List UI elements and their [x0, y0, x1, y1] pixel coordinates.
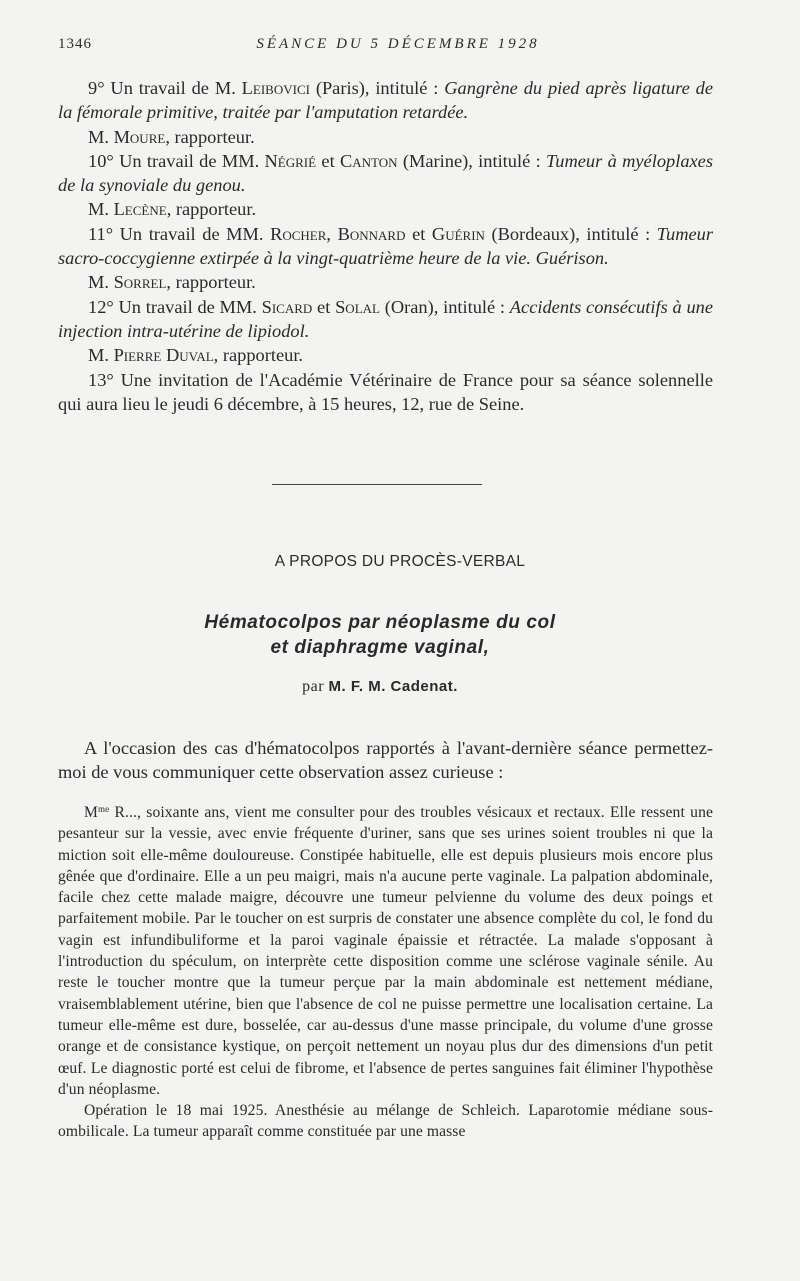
rapporteur-line: M. Sorrel, rapporteur. — [88, 272, 256, 293]
page-header — [58, 36, 738, 58]
rapporteur-line: M. Pierre Duval, rapporteur. — [88, 345, 304, 366]
section-divider — [272, 484, 482, 485]
observation-paragraph: $M^{me}$ R..., soixante ans, vient me consulter pour des troubles vésicaux et rectaux. Elle ressent une pesanteur sur la vessie, avec envie fréquente d'uriner, sans que ses urines soient troubles ni que la miction soit elle-même douloureuse. Constipée habituelle, elle est depuis plusieurs mois encore plus gênée que d'ordinaire. Elle a un peu maigri, mais n'a aucune perte vaginale. La palpation abdominale, facile chez cette malade maigre, découvre une tumeur pelvienne du volume des deux poings et parfaitement mobile. Par le toucher on est surpris de constater une absence complète du col, le fond du vagin est infundibuliforme et la paroi vaginale épaissie et rétractée. La malade s'opposant à l'introduction du spéculum, on interprète cette disposition comme une sclérose vaginale sénile. Au reste le toucher montre que la tumeur perçue par la main abdominale est nettement médiane, vraisemblablement utérine, bien que l'absence de col ne puisse permettre une localisation certaine. La tumeur elle-même est dure, bosselée, car au-dessus d'une masse principale, du volume d'une grosse orange et de consistance kystique, on perçoit nettement un noyau plus dur des dimensions d'un petit œuf. Le diagnostic porté est celui de fibrome, et l'absence de pertes sanguines fait éliminer l'hypothèse d'un néoplasme. — [58, 804, 713, 1098]
list-item: 12° Un travail de MM. Sicard et Solal (Oran), intitulé : Accidents consécutifs à une injection intra-utérine de lipiodol. — [58, 296, 714, 341]
list-item: 13° Une invitation de l'Académie Vétérinaire de France pour sa séance solennelle qui aura lieu le jeudi 6 décembre, à 15 heures, 12, rue de Seine. — [58, 369, 713, 414]
intro-paragraph: A l'occasion des cas d'hématocolpos rapportés à l'avant-dernière séance permettez-moi de vous communiquer cette observation assez curieuse : — [58, 738, 713, 783]
running-title: SÉANCE DU 5 DÉCEMBRE 1928 — [256, 36, 540, 52]
article-title-line: et diaphragme vaginal, — [270, 637, 490, 658]
article-title-line: Hématocolpos par néoplasme du col — [204, 612, 556, 633]
list-item: 9° Un travail de M. Leibovici (Paris), intitulé : Gangrène du pied après ligature de la fémorale primitive, traitée par l'amputation retardée. — [58, 78, 714, 123]
rapporteur-line: M. Moure, rapporteur. — [88, 126, 255, 147]
correspondence-list — [58, 76, 713, 416]
section-heading: A PROPOS DU PROCÈS-VERBAL — [274, 553, 526, 570]
article-author: M. F. M. Cadenat. — [328, 678, 458, 695]
article-intro — [58, 736, 713, 785]
article-title — [0, 610, 760, 660]
list-item: 10° Un travail de MM. Négrié et Canton (Marine), intitulé : Tumeur à myéloplaxes de la synoviale du genou. — [58, 150, 714, 196]
rapporteur-line: M. Lecène, rapporteur. — [88, 199, 257, 220]
page-number: 1346 — [58, 36, 92, 52]
list-item: 11° Un travail de MM. Rocher, Bonnard et Guérin (Bordeaux), intitulé : Tumeur sacro-coccygienne extirpée à la vingt-quatrième heure de la vie. Guérison. — [58, 223, 714, 269]
article-body — [58, 802, 713, 1143]
operation-paragraph: Opération le 18 mai 1925. Anesthésie au mélange de Schleich. Laparotomie médiane sous-ombilicale. La tumeur apparaît comme constituée par une masse — [58, 1102, 713, 1141]
article-byline: par M. F. M. Cadenat. — [302, 678, 458, 695]
